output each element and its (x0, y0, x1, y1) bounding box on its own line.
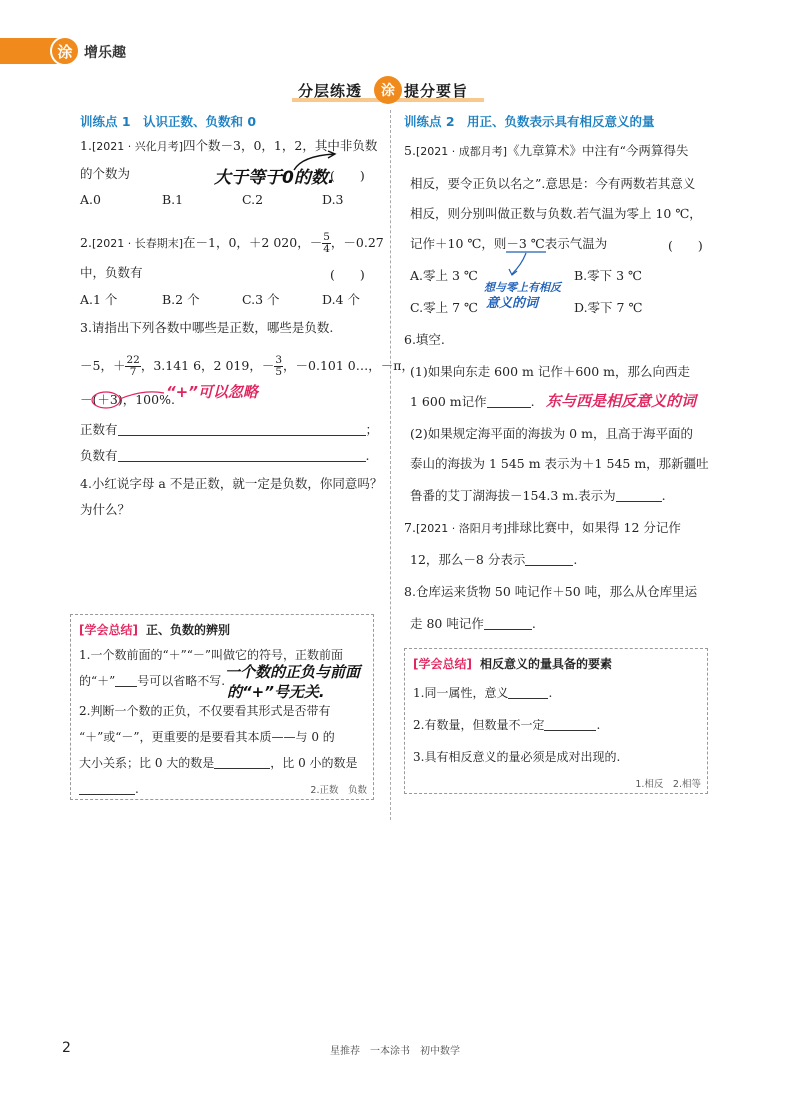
q2-text: 在－1，0，＋2 020，－ (183, 235, 323, 250)
summary-right-line-1b: . (548, 686, 553, 700)
q5-line-2: 相反，要令正负以名之”.意思是：今有两数若其意义 (410, 176, 696, 191)
q7-text: 排球比赛中，如果得 12 分记作 (507, 520, 681, 535)
q2-text-tail: ，－0.27 (330, 235, 384, 250)
summary-left-line-2 (79, 673, 225, 689)
q6-line-6a: 鲁番的艾丁湖海拔－154.3 m.表示为 (410, 488, 616, 503)
q5-handwriting-2: 意义的词 (486, 296, 539, 311)
q8-line-2a: 走 80 吨记作 (410, 616, 484, 631)
q2-option-c[interactable]: C.3 个 (242, 292, 280, 307)
summary-left-line-4: “＋”或“－”，更重要的是要看其本质——与 0 的 (79, 730, 335, 744)
q5-number: 5. (404, 143, 416, 158)
summary-left-line-5a: 大小关系；比 0 大的数是 (79, 756, 215, 770)
q1-option-a[interactable]: A.0 (80, 192, 101, 207)
q3-negative-row (80, 448, 370, 464)
summary-right-heading (413, 655, 612, 672)
q2-fraction-num: 5 (323, 231, 330, 243)
q1-option-b[interactable]: B.1 (162, 192, 184, 207)
summary-left-line-2b: 号可以省略不写. (137, 674, 226, 688)
summary-left-line-1: 1.一个数前面的“＋”“－”叫做它的符号，正数前面 (79, 648, 343, 662)
q2-answer-bracket: ( ) (330, 267, 365, 282)
q2-option-d[interactable]: D.4 个 (322, 292, 360, 307)
q5-line-3: 相反，则分别叫做正数与负数.若气温为零上 10 ℃， (410, 206, 702, 221)
summary-left-title: 正、负数的辨别 (145, 623, 230, 637)
q7-line-1 (404, 520, 681, 537)
q6-line-1: 6.填空. (404, 332, 445, 347)
q1-line-2: 的个数为 (80, 166, 131, 181)
q2-option-a[interactable]: A.1 个 (80, 292, 118, 307)
q6-blank-1[interactable] (487, 394, 531, 408)
q1-option-c[interactable]: C.2 (242, 192, 264, 207)
q3-line-1: 3.请指出下列各数中哪些是正数，哪些是负数. (80, 320, 334, 335)
summary-left-answer: 2.正数 负数 (310, 785, 367, 796)
q1-handwriting: 大于等于0的数. (214, 168, 335, 188)
q2-source: [2021 · 长春期末] (91, 237, 184, 250)
section-banner (292, 78, 484, 102)
summary-left-tag: [学会总结] (79, 623, 138, 637)
q3-numbers-c: ，－0.101 0…，－π， (283, 358, 414, 373)
q3-line-3: －(＋3)，100%. (80, 392, 175, 407)
q3-positive-row (80, 422, 378, 438)
q3-positive-end: ； (365, 422, 379, 437)
q2-option-b[interactable]: B.2 个 (162, 292, 200, 307)
q5-line-4: 记作＋10 ℃，则－3 ℃表示气温为 (410, 236, 608, 251)
summary-box-right (404, 648, 708, 794)
brand-logo (0, 38, 150, 64)
column-divider (390, 110, 391, 820)
q5-handwriting-arrow (504, 248, 564, 278)
q3-fraction-2 (274, 355, 283, 378)
q6-line-5: 泰山的海拔为 1 545 m 表示为＋1 545 m，那新疆吐 (410, 456, 709, 471)
q6-line-2: (1)如果向东走 600 m 记作＋600 m，那么向西走 (410, 364, 691, 379)
training-point-1-title: 训练点 1 认识正数、负数和 0 (80, 114, 257, 129)
q3-handwriting: “+”可以忽略 (166, 383, 258, 401)
q3-fraction-2-num: 3 (275, 354, 283, 366)
summary-right-title: 相反意义的量具备的要素 (479, 657, 612, 671)
q5-option-d[interactable]: D.零下 7 ℃ (574, 300, 643, 315)
q3-positive-blank[interactable] (118, 422, 366, 436)
q2-fraction (322, 232, 331, 255)
q5-source: [2021 · 成都月考] (415, 145, 508, 158)
summary-left-heading (79, 621, 230, 638)
q6-line-6 (410, 488, 666, 504)
q1-number: 1. (80, 138, 92, 153)
q8-line-2b: . (531, 616, 536, 631)
summary-left-line-2a: 的“＋” (79, 674, 116, 688)
q3-fraction-1 (125, 355, 140, 378)
q3-negative-end: . (365, 448, 370, 463)
q5-handwriting-1: 想与零上有相反 (484, 281, 561, 294)
banner-left-text: 分层练透 (298, 82, 363, 100)
q3-negative-label: 负数有 (80, 448, 118, 463)
q4-line-2: 为什么？ (80, 502, 131, 517)
q3-negative-blank[interactable] (118, 448, 366, 462)
q3-numbers (80, 355, 414, 378)
q2-fraction-den: 4 (323, 243, 330, 255)
summary-left-blank-2[interactable] (214, 755, 270, 769)
q1-option-d[interactable]: D.3 (322, 192, 344, 207)
training-point-2-title: 训练点 2 用正、负数表示具有相反意义的量 (404, 114, 655, 129)
q3-fraction-1-num: 22 (126, 354, 140, 366)
summary-left-blank-3[interactable] (79, 781, 135, 795)
summary-right-line-2 (413, 717, 600, 733)
q3-numbers-b: ，3.141 6，2 019，－ (140, 358, 275, 373)
q5-text: 《九章算术》中注有“今两算得失 (507, 143, 689, 158)
banner-badge: 涂 (374, 76, 402, 104)
summary-left-line-6-end: . (135, 782, 139, 796)
summary-right-line-1 (413, 685, 552, 701)
q5-option-c[interactable]: C.零上 7 ℃ (410, 300, 478, 315)
summary-right-line-2a: 2.有数量，但数量不一定 (413, 718, 545, 732)
summary-left-line-6 (79, 781, 139, 797)
q7-line-2a: 12，那么－8 分表示 (410, 552, 526, 567)
q5-line-1 (404, 143, 688, 160)
q1-source: [2021 · 兴化月考] (91, 140, 184, 153)
q4-line-1: 4.小红说字母 a 不是正数，就一定是负数，你同意吗？ (80, 476, 383, 491)
q6-handwriting: 东与西是相反意义的词 (546, 392, 697, 410)
summary-left-line-3: 2.判断一个数的正负，不仅要看其形式是否带有 (79, 704, 331, 718)
summary-right-answer: 1.相反 2.相等 (635, 779, 701, 790)
summary-right-line-3: 3.具有相反意义的量必须是成对出现的. (413, 750, 621, 764)
q1-answer-bracket: ( ) (330, 168, 365, 183)
q6-line-3a: 1 600 m记作 (410, 394, 487, 409)
q6-line-4: (2)如果规定海平面的海拔为 0 m，且高于海平面的 (410, 426, 693, 441)
q3-numbers-a: －5，＋ (80, 358, 126, 373)
summary-left-blank-1[interactable] (115, 673, 137, 687)
q5-option-a[interactable]: A.零上 3 ℃ (410, 268, 478, 283)
q7-blank[interactable] (525, 552, 573, 566)
summary-box-left (70, 614, 374, 800)
q8-line-2 (410, 616, 536, 632)
summary-left-handwriting-2: 的“+”号无关. (227, 683, 325, 701)
summary-left-line-5 (79, 755, 358, 771)
q6-line-3b: . (530, 394, 535, 409)
q7-line-2b: . (573, 552, 578, 567)
footer-text: 星推荐 一本涂书 初中数学 (330, 1046, 460, 1057)
q6-line-3 (410, 394, 535, 410)
summary-left-handwriting-1: 一个数的正负与前面 (225, 663, 361, 681)
q6-line-6b: . (661, 488, 666, 503)
q2-line-1 (80, 232, 384, 255)
summary-right-tag: [学会总结] (413, 657, 472, 671)
q3-fraction-1-den: 7 (129, 366, 137, 378)
q2-line-2: 中，负数有 (80, 265, 143, 280)
banner-right-text: 提分要旨 (404, 82, 469, 100)
q3-handwriting-arrow (88, 385, 168, 411)
summary-right-line-2b: . (596, 718, 601, 732)
summary-right-blank-2[interactable] (544, 717, 596, 731)
q6-blank-2[interactable] (616, 488, 662, 502)
q5-answer-bracket: ( ) (668, 238, 703, 253)
q8-line-1: 8.仓库运来货物 50 吨记作＋50 吨，那么从仓库里运 (404, 584, 698, 599)
brand-badge: 涂 (50, 36, 80, 66)
summary-right-blank-1[interactable] (508, 685, 548, 699)
q3-positive-label: 正数有 (80, 422, 118, 437)
q7-number: 7. (404, 520, 416, 535)
summary-left-line-5b: ，比 0 小的数是 (270, 756, 358, 770)
summary-right-line-1a: 1.同一属性，意义 (413, 686, 509, 700)
brand-name: 增乐趣 (84, 45, 126, 61)
q8-blank[interactable] (484, 616, 532, 630)
page-number: 2 (62, 1040, 71, 1056)
q7-line-2 (410, 552, 577, 568)
q1-text: 四个数－3，0，1，2，其中非负数 (183, 138, 378, 153)
q2-number: 2. (80, 235, 92, 250)
q3-fraction-2-den: 5 (275, 366, 283, 378)
q5-option-b[interactable]: B.零下 3 ℃ (574, 268, 643, 283)
q1-handwriting-arrow (290, 150, 340, 174)
q7-source: [2021 · 洛阳月考] (415, 522, 508, 535)
